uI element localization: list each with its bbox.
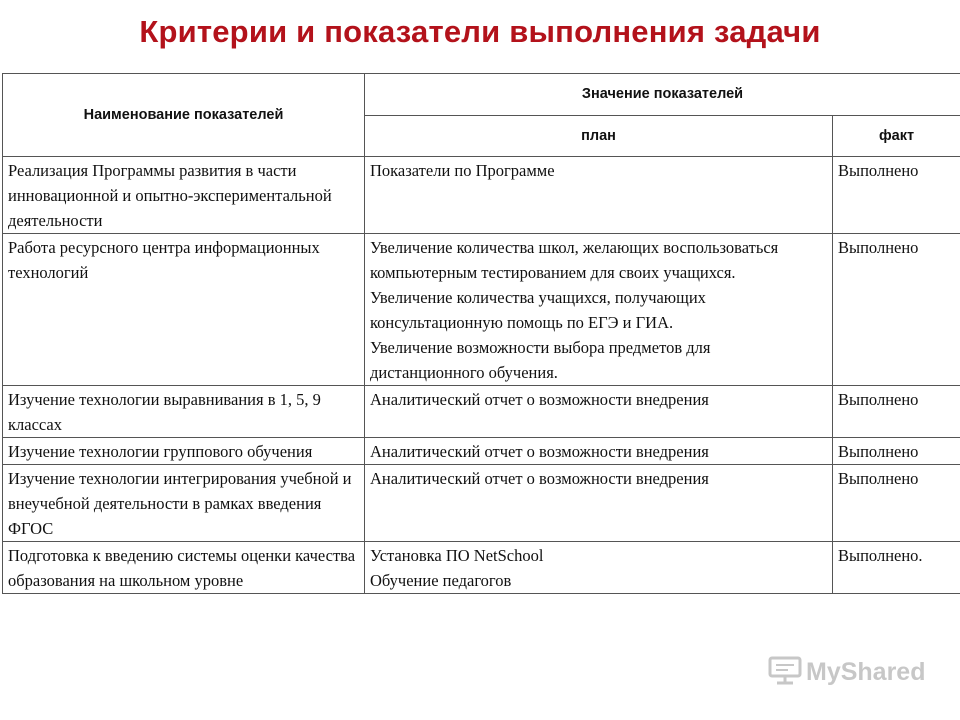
indicator-name-cell: Изучение технологии группового обучения [3,438,365,465]
header-fact: факт [833,116,960,157]
plan-cell [365,465,833,542]
plan-line: Показатели по Программе [370,161,555,180]
presentation-screen-icon [768,655,802,690]
indicator-name-cell: Реализация Программы развития в части инновационной и опытно-экспериментальной деятельности [3,157,365,234]
table-row [3,542,960,594]
indicator-name-cell: Подготовка к введению системы оценки качества образования на школьном уровне [3,542,365,594]
header-value: Значение показателей [365,74,960,116]
table-row [3,157,960,234]
header-name: Наименование показателей [3,74,365,157]
plan-cell [365,386,833,438]
table-body [3,157,960,594]
watermark [768,655,925,690]
indicator-name-cell: Изучение технологии интегрирования учебной и внеучебной деятельности в рамках введения ФГОС [3,465,365,542]
plan-line: Аналитический отчет о возможности внедрения [370,442,709,461]
plan-line: Увеличение возможности выбора предметов для дистанционного обучения. [370,338,711,382]
table-row [3,465,960,542]
plan-line: Установка ПО NetSchool [370,546,544,565]
plan-line: Увеличение количества школ, желающих воспользоваться компьютерным тестированием для своих учащихся. [370,238,779,282]
plan-line: Аналитический отчет о возможности внедрения [370,390,709,409]
table-row [3,438,960,465]
plan-cell [365,542,833,594]
fact-cell: Выполнено [833,465,960,542]
plan-cell [365,234,833,386]
fact-cell: Выполнено [833,234,960,386]
fact-cell: Выполнено. [833,542,960,594]
plan-line: Обучение педагогов [370,571,512,590]
fact-cell: Выполнено [833,157,960,234]
plan-line: Аналитический отчет о возможности внедрения [370,469,709,488]
plan-cell [365,438,833,465]
header-plan: план [365,116,833,157]
plan-line: Увеличение количества учащихся, получающих консультационную помощь по ЕГЭ и ГИА. [370,288,706,332]
fact-cell: Выполнено [833,438,960,465]
table-row [3,234,960,386]
plan-cell [365,157,833,234]
table-row [3,386,960,438]
criteria-table [2,73,960,594]
indicator-name-cell: Работа ресурсного центра информационных технологий [3,234,365,386]
fact-cell: Выполнено [833,386,960,438]
page-title: Критерии и показатели выполнения задачи [139,14,821,49]
watermark-text: MyShared [806,658,926,686]
indicator-name-cell: Изучение технологии выравнивания в 1, 5, 9 классах [3,386,365,438]
